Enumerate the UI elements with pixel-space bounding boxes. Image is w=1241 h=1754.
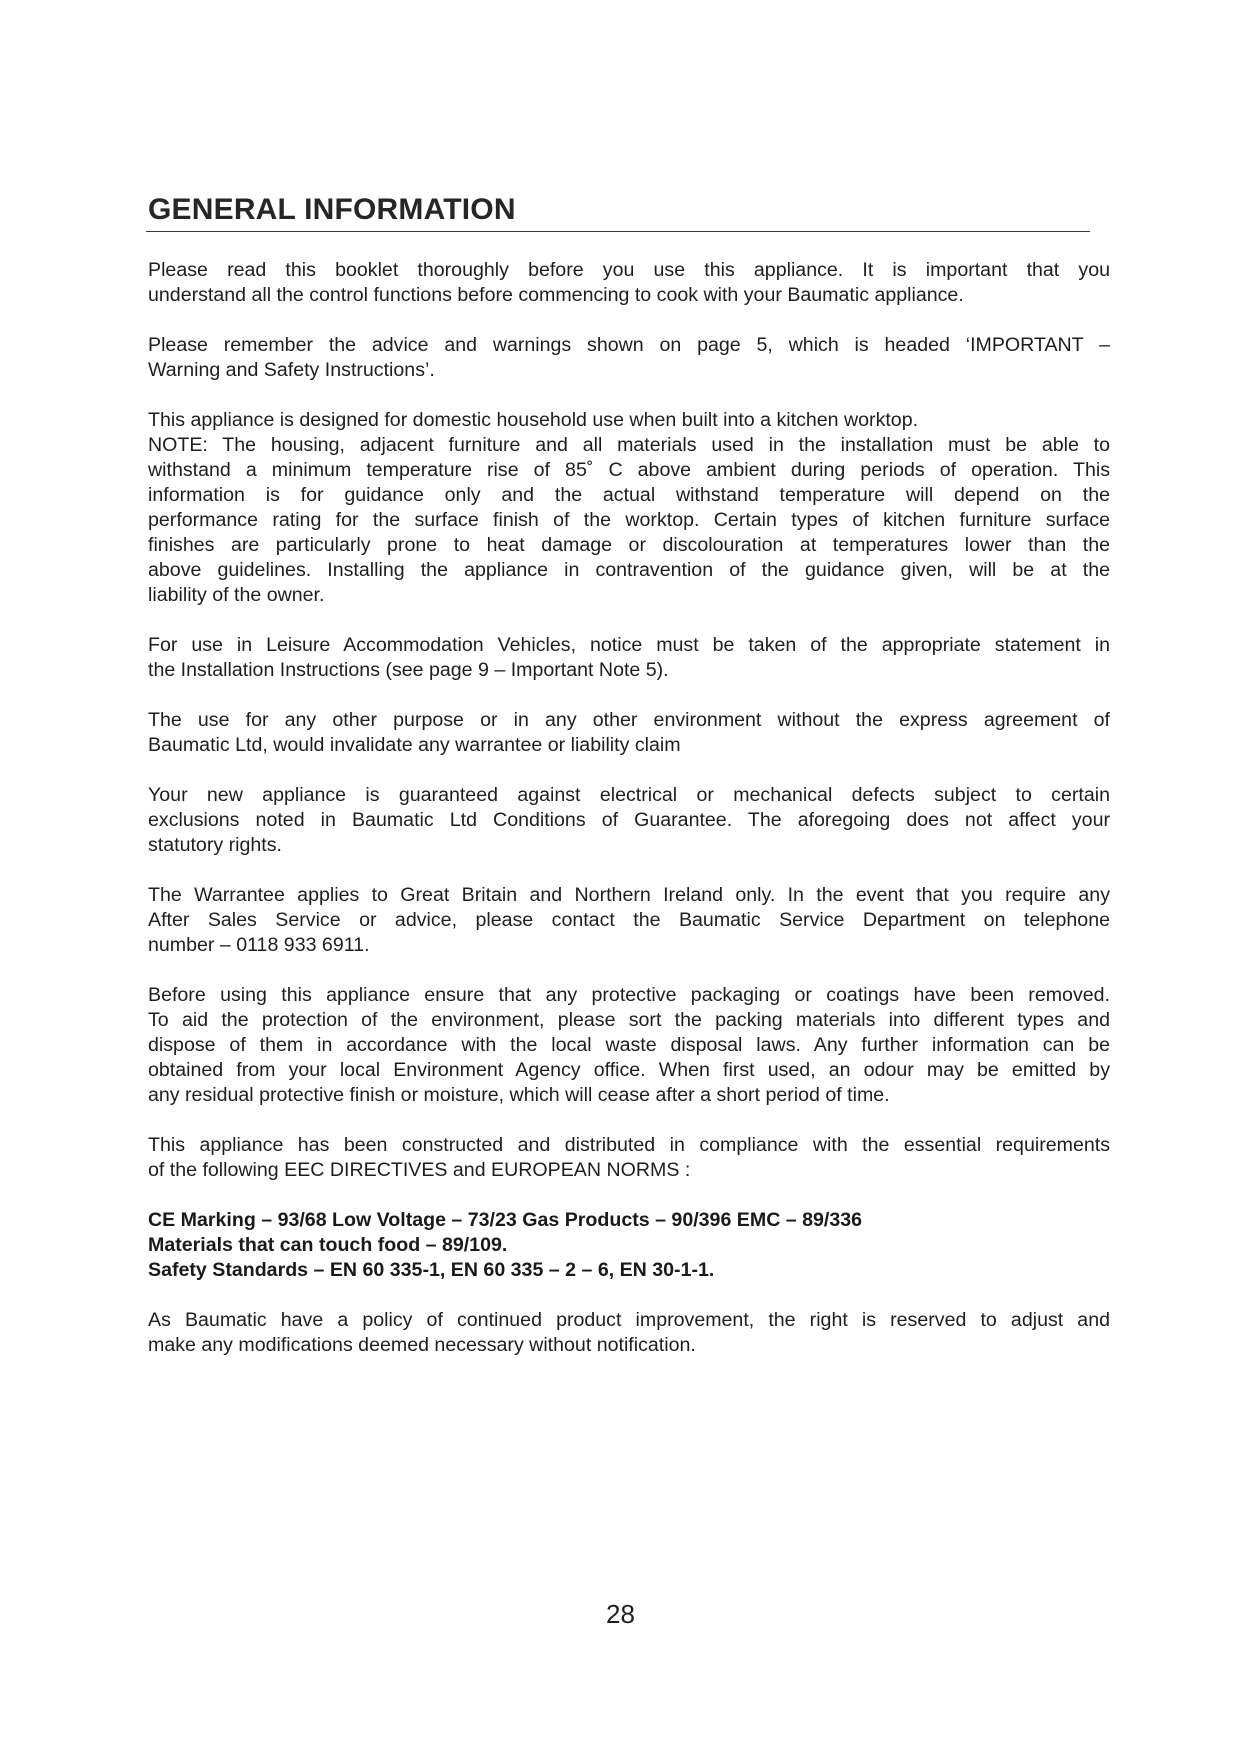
text-line: Before using this appliance ensure that any protective packaging or coatings have been removed. <box>148 984 1110 1006</box>
paragraph-leisure-vehicles <box>148 633 1110 683</box>
standards-line: CE Marking – 93/68 Low Voltage – 73/23 Gas Products – 90/396 EMC – 89/336 <box>148 1209 863 1231</box>
text-line: withstand a minimum temperature rise of 85˚ C above ambient during periods of operation. This <box>148 459 1110 481</box>
text-line: above guidelines. Installing the appliance in contravention of the guidance given, will be at the <box>148 559 1110 581</box>
text-line: the Installation Instructions (see page 9 – Important Note 5). <box>148 659 669 681</box>
text-line: As Baumatic have a policy of continued product improvement, the right is reserved to adjust and <box>148 1309 1110 1331</box>
paragraph-compliance <box>148 1133 1110 1183</box>
paragraph-guarantee <box>148 783 1110 858</box>
text-line: understand all the control functions before commencing to cook with your Baumatic appliance. <box>148 284 964 306</box>
text-line: finishes are particularly prone to heat damage or discolouration at temperatures lower than the <box>148 534 1110 556</box>
text-line: The Warrantee applies to Great Britain and Northern Ireland only. In the event that you require any <box>148 884 1110 906</box>
standards-line: Materials that can touch food – 89/109. <box>148 1234 508 1256</box>
text-line: make any modifications deemed necessary without notification. <box>148 1334 696 1356</box>
paragraph-warnings <box>148 333 1110 383</box>
text-line: Baumatic Ltd, would invalidate any warrantee or liability claim <box>148 734 681 756</box>
text-line: For use in Leisure Accommodation Vehicles, notice must be taken of the appropriate statement in <box>148 634 1110 656</box>
text-line: This appliance is designed for domestic household use when built into a kitchen worktop. <box>148 409 919 431</box>
page-number: 28 <box>606 1599 635 1629</box>
standards-line: Safety Standards – EN 60 335-1, EN 60 335 – 2 – 6, EN 30-1-1. <box>148 1259 715 1281</box>
paragraph-other-purpose <box>148 708 1110 758</box>
text-line: After Sales Service or advice, please contact the Baumatic Service Department on telephone <box>148 909 1110 931</box>
text-line: To aid the protection of the environment, please sort the packing materials into different types and <box>148 1009 1110 1031</box>
standards-list <box>148 1208 1110 1283</box>
text-line: dispose of them in accordance with the local waste disposal laws. Any further information can be <box>148 1034 1110 1056</box>
title-underline <box>146 231 1090 232</box>
text-line: of the following EEC DIRECTIVES and EUROPEAN NORMS : <box>148 1159 691 1181</box>
text-line: This appliance has been constructed and distributed in compliance with the essential requirements <box>148 1134 1110 1156</box>
text-line: number – 0118 933 6911. <box>148 934 370 956</box>
text-line: statutory rights. <box>148 834 282 856</box>
paragraph-packaging <box>148 983 1110 1108</box>
paragraph-read-booklet <box>148 258 1110 308</box>
text-line: obtained from your local Environment Agency office. When first used, an odour may be emitted by <box>148 1059 1110 1081</box>
text-line: Your new appliance is guaranteed against electrical or mechanical defects subject to certain <box>148 784 1110 806</box>
text-line: NOTE: The housing, adjacent furniture and all materials used in the installation must be able to <box>148 434 1110 456</box>
text-line: Warning and Safety Instructions’. <box>148 359 435 381</box>
text-line: Please read this booklet thoroughly before you use this appliance. It is important that you <box>148 259 1110 281</box>
paragraph-warrantee <box>148 883 1110 958</box>
page-title: GENERAL INFORMATION <box>148 193 516 226</box>
paragraph-closing <box>148 1308 1110 1358</box>
text-line: liability of the owner. <box>148 584 325 606</box>
text-line: any residual protective finish or moisture, which will cease after a short period of time. <box>148 1084 890 1106</box>
text-line: performance rating for the surface finish of the worktop. Certain types of kitchen furniture surface <box>148 509 1110 531</box>
text-line: The use for any other purpose or in any other environment without the express agreement of <box>148 709 1110 731</box>
text-line: Please remember the advice and warnings shown on page 5, which is headed ‘IMPORTANT – <box>148 334 1110 356</box>
text-line: exclusions noted in Baumatic Ltd Conditions of Guarantee. The aforegoing does not affect your <box>148 809 1110 831</box>
body-text <box>148 258 1110 1383</box>
paragraph-domestic-use <box>148 408 1110 608</box>
text-line: information is for guidance only and the actual withstand temperature will depend on the <box>148 484 1110 506</box>
